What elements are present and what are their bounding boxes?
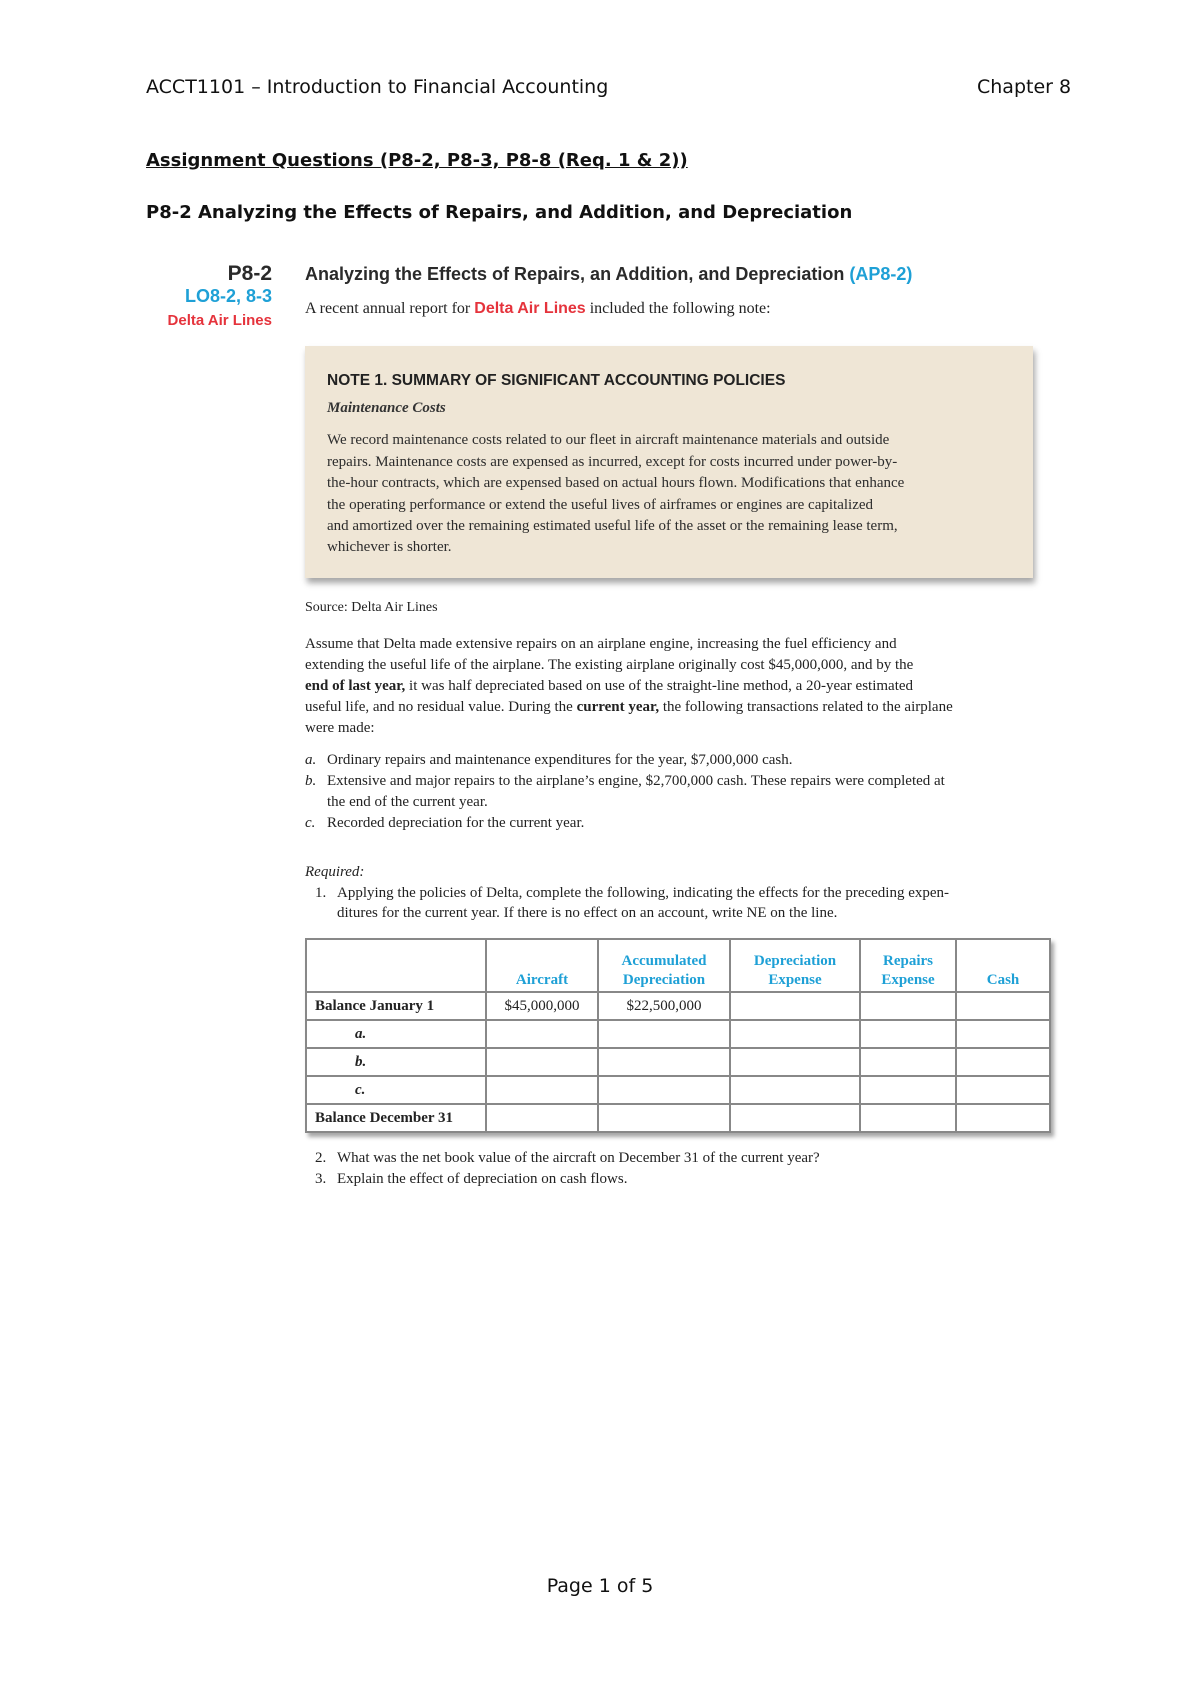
cell-blank[interactable] <box>956 1048 1050 1076</box>
page-footer: Page 1 of 5 <box>546 1575 654 1597</box>
alt-problem-ref: (AP8-2) <box>849 264 913 284</box>
cell-blank[interactable] <box>956 1020 1050 1048</box>
transaction-text: Extensive and major repairs to the airplane’s engine, $2,700,000 cash. These repairs were completed at <box>327 773 945 789</box>
emphasis: end of last year, <box>305 678 406 694</box>
header-text: Expense <box>881 972 935 988</box>
paragraph-text: the following transactions related to the airplane <box>659 699 953 715</box>
cell-blank[interactable] <box>598 1076 730 1104</box>
header-blank <box>306 939 486 992</box>
row-label: Balance January 1 <box>306 992 486 1020</box>
cell-blank[interactable] <box>598 1048 730 1076</box>
transaction-letter: c. <box>305 815 316 831</box>
header-text: Depreciation <box>622 972 706 988</box>
problem-title <box>305 264 912 285</box>
required-label: Required: <box>305 864 365 880</box>
paragraph-text: it was half depreciated based on use of the straight-line method, a 20-year estimated <box>405 678 914 694</box>
row-label: c. <box>306 1076 486 1104</box>
note-line: We record maintenance costs related to our fleet in aircraft maintenance materials and outside <box>327 432 890 448</box>
table-header-row <box>306 939 1050 992</box>
cell-blank[interactable] <box>956 992 1050 1020</box>
company-name: Delta Air Lines <box>167 312 272 329</box>
header-aircraft: Aircraft <box>486 939 598 992</box>
cell-blank[interactable] <box>860 1020 956 1048</box>
cell-blank[interactable] <box>730 1076 860 1104</box>
cell-blank[interactable] <box>956 1104 1050 1132</box>
note-subheading: Maintenance Costs <box>327 400 446 416</box>
table-row <box>306 1104 1050 1132</box>
table-row <box>306 1020 1050 1048</box>
note-line: the-hour contracts, which are expensed based on actual hours flown. Modifications that enhance <box>327 475 905 491</box>
transaction-continuation: the end of the current year. <box>327 794 488 810</box>
cell-blank[interactable] <box>730 1020 860 1048</box>
header-text: Accumulated <box>621 953 707 969</box>
paragraph-line: extending the useful life of the airplane. The existing airplane originally cost $45,000,000, and by the <box>305 657 914 673</box>
paragraph-line: were made: <box>305 720 375 736</box>
header-cash: Cash <box>956 939 1050 992</box>
question-number: 2. <box>315 1150 327 1166</box>
paragraph-text: useful life, and no residual value. During the <box>305 699 577 715</box>
note-line: whichever is shorter. <box>327 539 452 555</box>
problem-number: P8-2 <box>227 262 272 285</box>
note-box <box>305 346 1033 578</box>
transaction-text: Ordinary repairs and maintenance expenditures for the year, $7,000,000 cash. <box>327 752 793 768</box>
cell-blank[interactable] <box>860 1076 956 1104</box>
header-text: Depreciation <box>753 953 837 969</box>
source-line: Source: Delta Air Lines <box>305 600 438 615</box>
assignment-heading: Assignment Questions (P8-2, P8-3, P8-8 (Req. 1 & 2)) <box>146 150 688 171</box>
question-item <box>315 885 949 902</box>
header-text: Expense <box>768 972 822 988</box>
chapter-header: Chapter 8 <box>977 76 1072 98</box>
row-label: Balance December 31 <box>306 1104 486 1132</box>
intro-company: Delta Air Lines <box>474 300 586 317</box>
table-row <box>306 1076 1050 1104</box>
cell-blank[interactable] <box>598 1020 730 1048</box>
table-row <box>306 1048 1050 1076</box>
cell-blank[interactable] <box>730 1048 860 1076</box>
question-number: 3. <box>315 1171 327 1187</box>
emphasis: current year, <box>576 699 660 715</box>
note-line: repairs. Maintenance costs are expensed as incurred, except for costs incurred under power-by- <box>327 454 898 470</box>
table-row <box>306 992 1050 1020</box>
question-text: Applying the policies of Delta, complete the following, indicating the effects for the preceding expen- <box>337 885 950 901</box>
transaction-item <box>305 752 792 769</box>
paragraph-line: Assume that Delta made extensive repairs on an airplane engine, increasing the fuel efficiency and <box>305 636 897 652</box>
header-text: Repairs <box>883 953 933 969</box>
problem-title-text: Analyzing the Effects of Repairs, an Addition, and Depreciation <box>305 264 845 284</box>
header-accumulated-depreciation <box>598 939 730 992</box>
question-item <box>315 1171 627 1188</box>
question-text: Explain the effect of depreciation on cash flows. <box>337 1171 628 1187</box>
transaction-letter: a. <box>305 752 317 768</box>
course-header: ACCT1101 – Introduction to Financial Accounting <box>146 76 609 98</box>
transaction-item <box>305 773 945 790</box>
cell-blank[interactable] <box>486 1104 598 1132</box>
header-repairs-expense <box>860 939 956 992</box>
effects-table <box>305 938 1051 1133</box>
cell-blank[interactable] <box>730 992 860 1020</box>
note-line: and amortized over the remaining estimated useful life of the asset or the remaining lease term, <box>327 518 898 534</box>
learning-objectives: LO8-2, 8-3 <box>184 286 272 306</box>
cell-blank[interactable] <box>860 1048 956 1076</box>
question-item <box>315 1150 820 1167</box>
paragraph-line <box>305 699 953 716</box>
transaction-letter: b. <box>305 773 317 789</box>
section-title: P8-2 Analyzing the Effects of Repairs, and Addition, and Depreciation <box>146 202 853 223</box>
problem-intro <box>305 300 771 318</box>
note-heading: NOTE 1. SUMMARY OF SIGNIFICANT ACCOUNTING POLICIES <box>327 372 786 389</box>
transaction-item <box>305 815 584 832</box>
question-number: 1. <box>315 885 327 901</box>
cell-blank[interactable] <box>860 1104 956 1132</box>
cell-blank[interactable] <box>486 1048 598 1076</box>
cell-blank[interactable] <box>486 1020 598 1048</box>
cell-blank[interactable] <box>956 1076 1050 1104</box>
question-text: What was the net book value of the aircraft on December 31 of the current year? <box>337 1150 820 1166</box>
paragraph-line <box>305 678 913 695</box>
transaction-text: Recorded depreciation for the current year. <box>327 815 585 831</box>
cell-aircraft: $45,000,000 <box>486 992 598 1020</box>
cell-blank[interactable] <box>730 1104 860 1132</box>
intro-before: A recent annual report for <box>305 300 475 317</box>
question-continuation: ditures for the current year. If there is no effect on an account, write NE on the line. <box>337 905 838 921</box>
note-line: the operating performance or extend the useful lives of airframes or engines are capitalized <box>327 497 874 513</box>
cell-blank[interactable] <box>598 1104 730 1132</box>
cell-blank[interactable] <box>860 992 956 1020</box>
cell-blank[interactable] <box>486 1076 598 1104</box>
header-depreciation-expense <box>730 939 860 992</box>
intro-after: included the following note: <box>585 300 771 317</box>
row-label: a. <box>306 1020 486 1048</box>
row-label: b. <box>306 1048 486 1076</box>
cell-accumulated-depreciation: $22,500,000 <box>598 992 730 1020</box>
